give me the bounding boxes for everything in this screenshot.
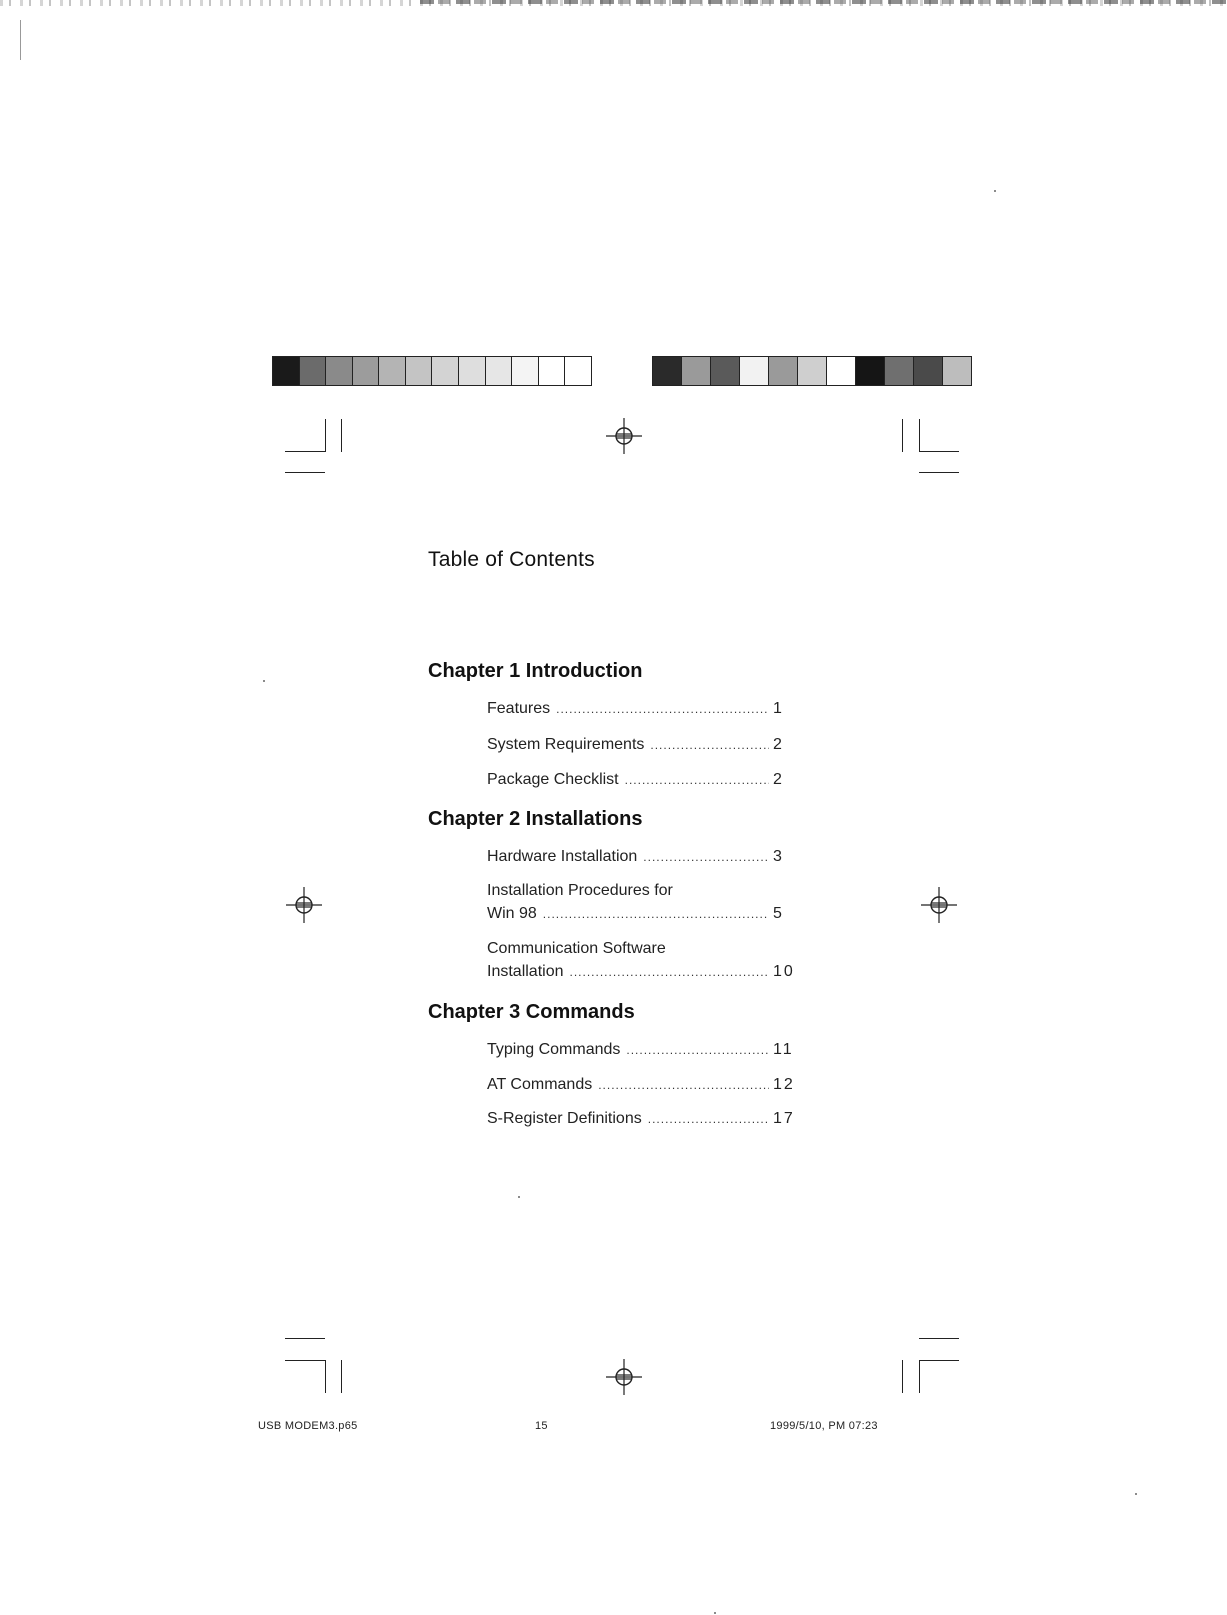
toc-leader-dots bbox=[625, 769, 769, 792]
color-swatch bbox=[885, 357, 914, 385]
scan-noise-left bbox=[20, 20, 21, 60]
toc-leader-dots bbox=[648, 1108, 769, 1131]
toc-leader-dots bbox=[643, 846, 769, 869]
toc-entry bbox=[487, 733, 797, 757]
color-calibration-bar-right bbox=[652, 356, 972, 386]
color-swatch bbox=[827, 357, 856, 385]
color-swatch bbox=[486, 357, 513, 385]
color-swatch bbox=[273, 357, 300, 385]
toc-entry bbox=[487, 1038, 797, 1062]
registration-target-icon bbox=[919, 885, 959, 925]
color-swatch bbox=[711, 357, 740, 385]
toc-entry bbox=[487, 1073, 797, 1097]
toc-entry-page: 1 bbox=[773, 700, 784, 717]
toc-entry-label-line1: Communication Software bbox=[487, 940, 666, 957]
scan-speck bbox=[994, 190, 996, 192]
toc-entry-label: Hardware Installation bbox=[487, 848, 638, 865]
color-swatch bbox=[353, 357, 380, 385]
toc-entry bbox=[487, 845, 797, 869]
scan-speck bbox=[518, 1196, 520, 1198]
color-swatch bbox=[740, 357, 769, 385]
toc-entry bbox=[487, 1107, 797, 1131]
color-swatch bbox=[914, 357, 943, 385]
color-swatch bbox=[539, 357, 566, 385]
color-swatch bbox=[379, 357, 406, 385]
registration-target-icon bbox=[284, 885, 324, 925]
footer-timestamp: 1999/5/10, PM 07:23 bbox=[770, 1420, 878, 1432]
toc-entry-label: Typing Commands bbox=[487, 1041, 621, 1058]
color-swatch bbox=[406, 357, 433, 385]
toc-entry-label: System Requirements bbox=[487, 736, 645, 753]
chapter-heading: Chapter 1 Introduction bbox=[428, 660, 643, 682]
color-swatch bbox=[856, 357, 885, 385]
scan-speck bbox=[714, 1612, 716, 1614]
color-swatch bbox=[682, 357, 711, 385]
toc-entry-label: Package Checklist bbox=[487, 771, 619, 788]
toc-entry-page: 5 bbox=[773, 905, 784, 922]
color-swatch bbox=[565, 357, 591, 385]
toc-entry-page: 11 bbox=[773, 1041, 794, 1058]
chapter-heading: Chapter 3 Commands bbox=[428, 1001, 635, 1023]
toc-leader-dots bbox=[626, 1039, 769, 1062]
page-title: Table of Contents bbox=[428, 548, 595, 571]
toc-entry-page: 2 bbox=[773, 771, 784, 788]
toc-entry-label-line1: Installation Procedures for bbox=[487, 882, 673, 899]
toc-leader-dots bbox=[556, 698, 769, 721]
color-swatch bbox=[798, 357, 827, 385]
toc-leader-dots bbox=[650, 734, 769, 757]
toc-entry bbox=[487, 879, 797, 926]
toc-entry-page: 2 bbox=[773, 736, 784, 753]
scan-speck bbox=[263, 680, 265, 682]
footer-sheet-number: 15 bbox=[535, 1420, 548, 1432]
color-swatch bbox=[653, 357, 682, 385]
toc-entry-page: 17 bbox=[773, 1110, 795, 1127]
color-swatch bbox=[432, 357, 459, 385]
chapter-heading: Chapter 2 Installations bbox=[428, 808, 643, 830]
toc-entry bbox=[487, 768, 797, 792]
toc-leader-dots bbox=[598, 1074, 769, 1097]
toc-leader-dots bbox=[570, 961, 770, 984]
toc-entry-label: Win 98 bbox=[487, 905, 537, 922]
toc-entry-label: S-Register Definitions bbox=[487, 1110, 642, 1127]
color-swatch bbox=[943, 357, 971, 385]
toc-entry-label: AT Commands bbox=[487, 1076, 593, 1093]
toc-entry-page: 3 bbox=[773, 848, 784, 865]
toc-entry bbox=[487, 937, 797, 984]
registration-target-icon bbox=[604, 416, 644, 456]
color-swatch bbox=[512, 357, 539, 385]
footer-file-name: USB MODEM3.p65 bbox=[258, 1420, 358, 1432]
toc-entry-page: 12 bbox=[773, 1076, 795, 1093]
scan-noise-top-dark bbox=[420, 0, 1227, 4]
color-swatch bbox=[769, 357, 798, 385]
scan-speck bbox=[1135, 1493, 1137, 1495]
color-swatch bbox=[459, 357, 486, 385]
color-swatch bbox=[300, 357, 327, 385]
color-calibration-bar-left bbox=[272, 356, 592, 386]
toc-entry-label: Features bbox=[487, 700, 551, 717]
color-swatch bbox=[326, 357, 353, 385]
toc-leader-dots bbox=[543, 903, 769, 926]
registration-target-icon bbox=[604, 1357, 644, 1397]
toc-entry bbox=[487, 697, 797, 721]
toc-entry-page: 10 bbox=[773, 963, 795, 980]
toc-entry-label: Installation bbox=[487, 963, 564, 980]
